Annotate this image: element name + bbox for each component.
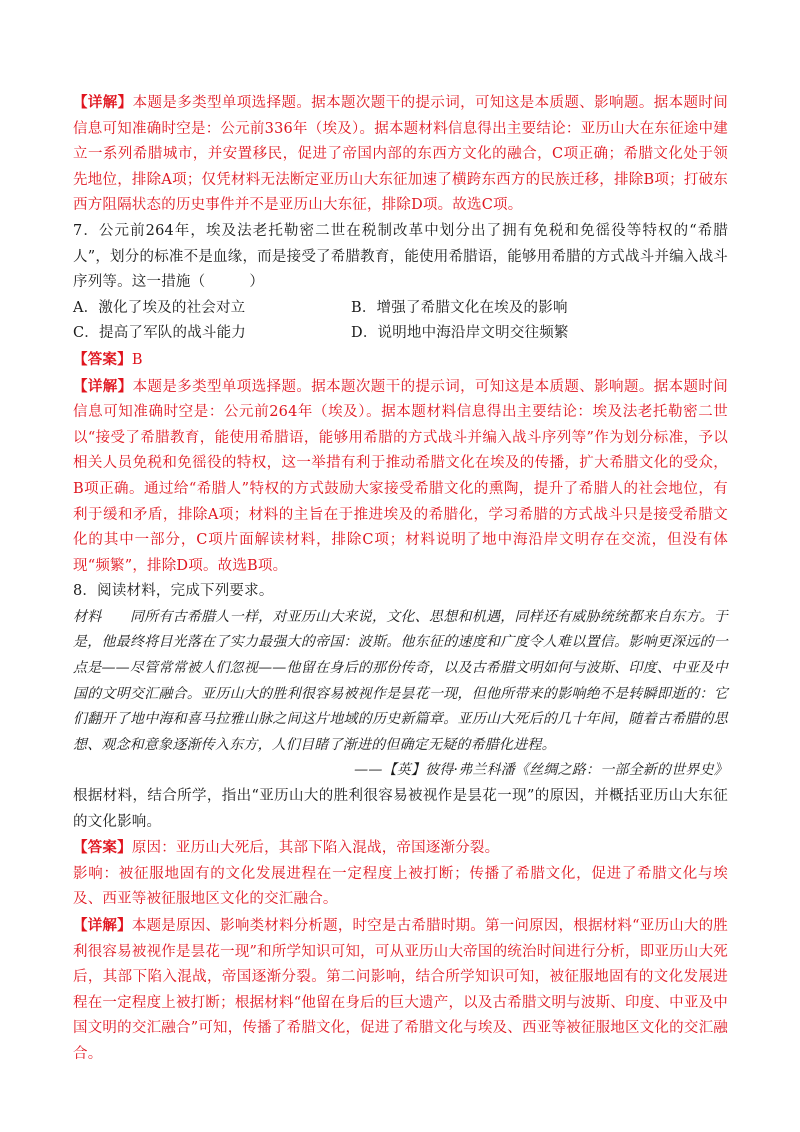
- option-b: B．增强了希腊文化在埃及的影响: [351, 299, 568, 316]
- q8-stem: 8．阅读材料，完成下列要求。: [73, 583, 274, 600]
- q8-source: ——【英】彼得·弗兰科潘《丝绸之路：一部全新的世界史》: [354, 762, 728, 779]
- q8-detail: [73, 913, 728, 1068]
- detail-tag: 【详解】: [73, 377, 133, 395]
- q7-answer: [73, 347, 728, 374]
- option-d: D．说明地中海沿岸文明交往频繁: [351, 325, 569, 342]
- q8-answer: [73, 835, 728, 862]
- answer-tag: 【答案】: [73, 350, 132, 368]
- option-c: C．提高了军队的战斗能力: [73, 325, 246, 342]
- detail-text: 本题是多类型单项选择题。据本题次题干的提示词，可知这是本质题、影响题。据本题时间信息可知准确时空是：公元前336年（埃及）。据本题材料信息得出主要结论：亚历山大在东征途中建立一系列希腊城市，并安置移民，促进了帝国内部的东西方文化的融合，C项正确；希腊文化处于领先地位，排除A项；仅凭材料无法断定亚历山大东征加速了横跨东西方的民族迁移，排除B项；打破东西方阻隔状态的历史事件并不是亚历山大东征，排除D项。故选C项。: [73, 95, 728, 214]
- q8-question: 根据材料，结合所学，指出“亚历山大的胜利很容易被视作是昙花一现”的原因，并概括亚历山大东征的文化影响。: [73, 788, 728, 830]
- answer-tag: 【答案】: [73, 839, 132, 857]
- detail-tag: 【详解】: [73, 917, 132, 934]
- q7-options: [73, 296, 728, 347]
- document-page: [73, 90, 728, 1068]
- q6-detail: [73, 90, 728, 219]
- q7-detail: [73, 374, 728, 580]
- answer-line1: 原因：亚历山大死后，其部下陷入混战，帝国逐渐分裂。: [131, 840, 500, 857]
- detail-text: 本题是原因、影响类材料分析题，时空是古希腊时期。第一问原因，根据材料“亚历山大的胜利很容易被视作是昙花一现”和所学知识可知，可从亚历山大帝国的统治时间进行分析，即亚历山大死后，其部下陷入混战，帝国逐渐分裂。第二问影响，结合所学知识可知，被征服地固有的文化发展进程在一定程度上被打断；根据材料“他留在身后的巨大遗产，以及古希腊文明与波斯、印度、中亚及中国文明的交汇融合”可知，传播了希腊文化，促进了希腊文化与埃及、西亚等被征服地区文化的交汇融合。: [73, 918, 728, 1062]
- answer-text: B: [131, 351, 143, 368]
- q7-stem: 7．公元前264年，埃及法老托勒密二世在税制改革中划分出了拥有免税和免徭役等特权的“希腊人”，划分的标准不是血缘，而是接受了希腊教育，能使用希腊语，能够用希腊的方式战斗并编入战斗序列等。这一措施（ ）: [73, 222, 728, 291]
- detail-text: 本题是多类型单项选择题。据本题次题干的提示词，可知这是本质题、影响题。据本题时间信息可知准确时空是：公元前264年（埃及）。据本题材料信息得出主要结论：埃及法老托勒密二世以“接受了希腊教育，能使用希腊语，能够用希腊的方式战斗并编入战斗序列等”作为划分标准，予以相关人员免税和免徭役的特权，这一举措有利于推动希腊文化在埃及的传播，扩大希腊文化的受众，B项正确。通过给“希腊人”特权的方式鼓励大家接受希腊文化的熏陶，提升了希腊人的社会地位，有利于缓和矛盾，排除A项；材料的主旨在于推进埃及的希腊化，学习希腊的方式战斗只是接受希腊文化的其中一部分，C项片面解读材料，排除C项；材料说明了地中海沿岸文明存在交流，但没有体现“频繁”，排除D项。故选B项。: [73, 378, 728, 574]
- q8-answer-line2: 影响：被征服地固有的文化发展进程在一定程度上被打断；传播了希腊文化，促进了希腊文化与埃及、西亚等被征服地区文化的交汇融合。: [73, 865, 728, 908]
- detail-tag: 【详解】: [73, 94, 133, 111]
- option-a: A．激化了埃及的社会对立: [73, 299, 246, 316]
- q8-material: 材料 同所有古希腊人一样，对亚历山大来说，文化、思想和机遇，同样还有威胁统统都来自东方。于是，他最终将目光落在了实力最强大的帝国：波斯。他东征的速度和广度令人难以置信。影响更深远的一点是——尽管常常被人们忽视——他留在身后的那份传奇，以及古希腊文明如何与波斯、印度、中亚及中国的文明交汇融合。亚历山大的胜利很容易被视作是昙花一现，但他所带来的影响绝不是转瞬即逝的：它们翻开了地中海和喜马拉雅山脉之间这片地域的历史新篇章。亚历山大死后的几十年间，随着古希腊的思想、观念和意象逐渐传入东方，人们目睹了渐进的但确定无疑的希腊化进程。: [73, 608, 728, 753]
